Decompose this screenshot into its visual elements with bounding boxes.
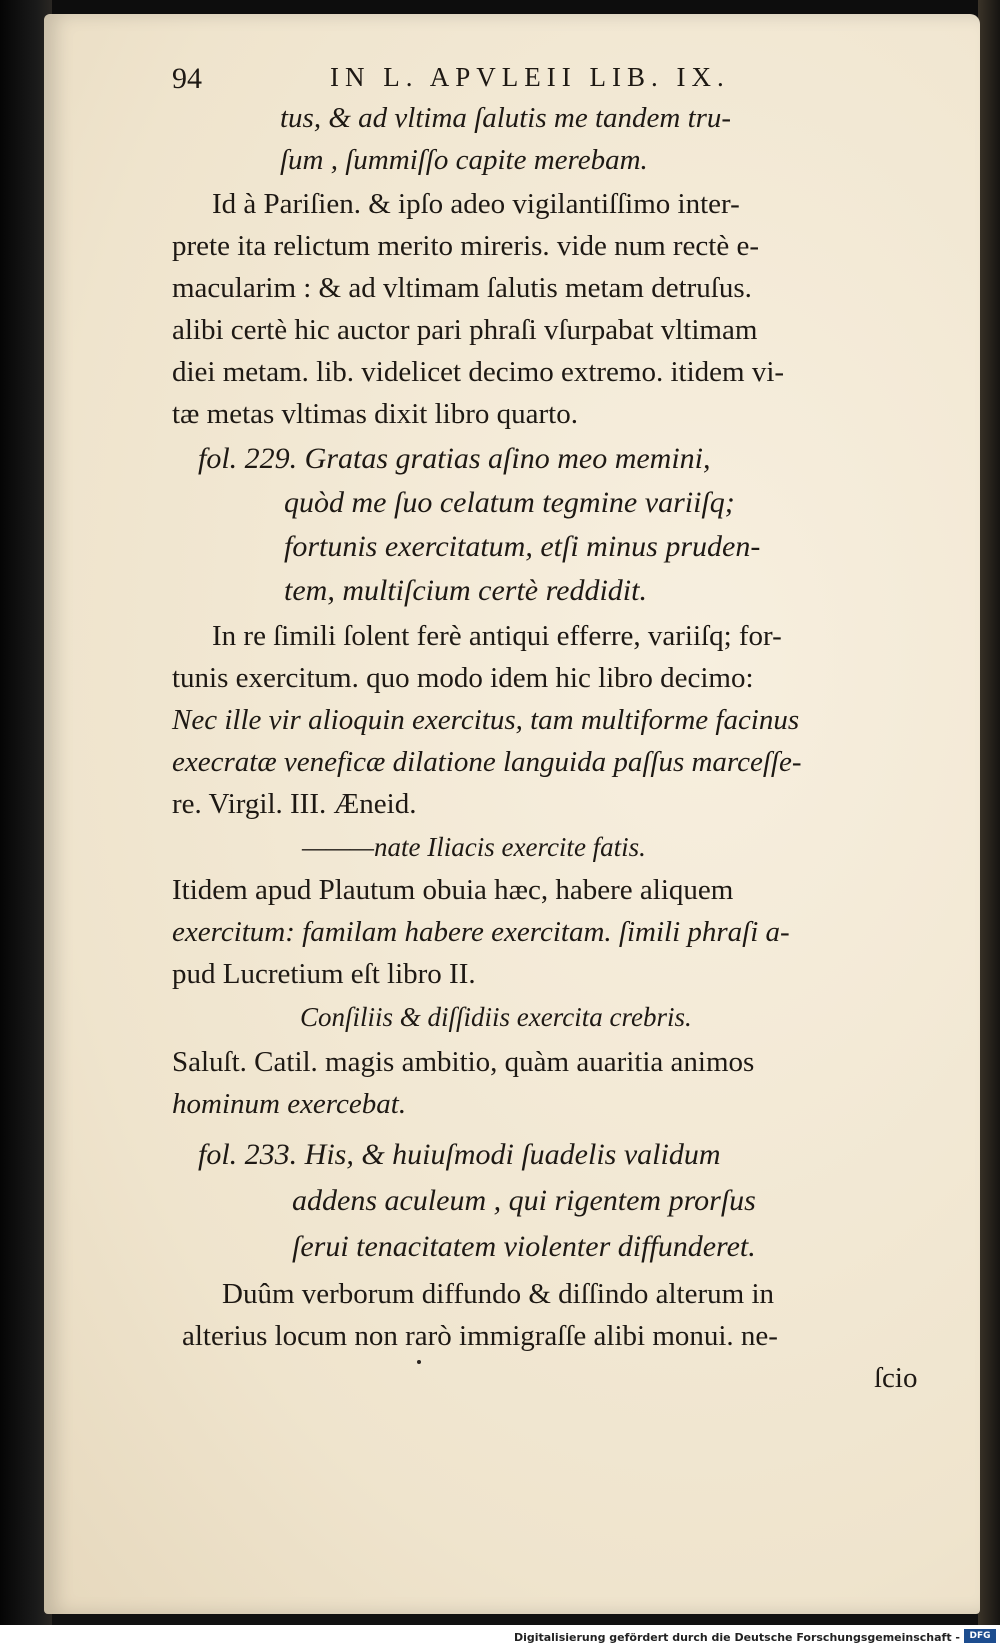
text-line: re. Virgil. III. Æneid. bbox=[172, 788, 417, 820]
text-line: alibi certè hic auctor pari phraſi vſurpabat vltimam bbox=[172, 314, 758, 346]
text-line: tæ metas vltimas dixit libro quarto. bbox=[172, 398, 578, 430]
text-line: Nec ille vir alioquin exercitus, tam multiforme facinus bbox=[172, 704, 800, 736]
text-line: In re ſimili ſolent ferè antiqui efferre, variiſq; for- bbox=[212, 620, 782, 652]
text-line: Itidem apud Plautum obuia hæc, habere aliquem bbox=[172, 874, 734, 906]
text-line: hominum exercebat. bbox=[172, 1088, 407, 1120]
text-line: ſerui tenacitatem violenter diffunderet. bbox=[292, 1230, 756, 1263]
text-line: macularim : & ad vltimam ſalutis metam detruſus. bbox=[172, 272, 752, 304]
text-line: quòd me ſuo celatum tegmine variiſq; bbox=[284, 486, 735, 519]
text-line: tus, & ad vltima ſalutis me tandem tru- bbox=[280, 102, 732, 134]
text-line: ſum , ſummiſſo capite merebam. bbox=[280, 144, 648, 176]
text-line: Duûm verborum diffundo & diſſindo alterum in bbox=[222, 1278, 775, 1310]
verse-quote: Conſiliis & diſſidiis exercita crebris. bbox=[300, 1002, 692, 1032]
text-line: execratæ veneficæ dilatione languida paſſus marceſſe- bbox=[172, 746, 802, 778]
text-line: exercitum: familam habere exercitam. ſimili phraſi a- bbox=[172, 916, 790, 948]
catchword: ſcio bbox=[874, 1362, 918, 1394]
funding-credit: Digitalisierung gefördert durch die Deutsche Forschungsgemeinschaft - bbox=[513, 1631, 960, 1644]
book-edge-right bbox=[978, 0, 1000, 1625]
text-line: fortunis exercitatum, etſi minus pruden- bbox=[284, 530, 761, 563]
text-line: pud Lucretium eſt libro II. bbox=[172, 958, 476, 990]
text-line: Saluſt. Catil. magis ambitio, quàm auaritia animos bbox=[172, 1046, 755, 1078]
text-line: diei metam. lib. videlicet decimo extremo. itidem vi- bbox=[172, 356, 785, 388]
page-number: 94 bbox=[172, 62, 202, 95]
text-line: Id à Pariſien. & ipſo adeo vigilantiſſimo inter- bbox=[212, 188, 740, 220]
dfg-logo: DFG bbox=[964, 1629, 996, 1643]
text-line: tem, multiſcium certè reddidit. bbox=[284, 574, 647, 607]
folio-reference: fol. 229. Gratas gratias aſino meo memini, bbox=[198, 442, 711, 475]
text-line: alterius locum non rarò immigraſſe alibi monui. ne- bbox=[182, 1320, 778, 1352]
verse-quote: ———nate Iliacis exercite fatis. bbox=[302, 832, 646, 862]
running-head: IN L. APVLEII LIB. IX. bbox=[330, 62, 730, 92]
text-line: tunis exercitum. quo modo idem hic libro decimo: bbox=[172, 662, 754, 694]
text-line: prete ita relictum merito mireris. vide num rectè e- bbox=[172, 230, 760, 262]
ink-speck bbox=[417, 1360, 421, 1364]
folio-reference: fol. 233. His, & huiuſmodi ſuadelis validum bbox=[198, 1138, 721, 1171]
text-line: addens aculeum , qui rigentem prorſus bbox=[292, 1184, 756, 1217]
